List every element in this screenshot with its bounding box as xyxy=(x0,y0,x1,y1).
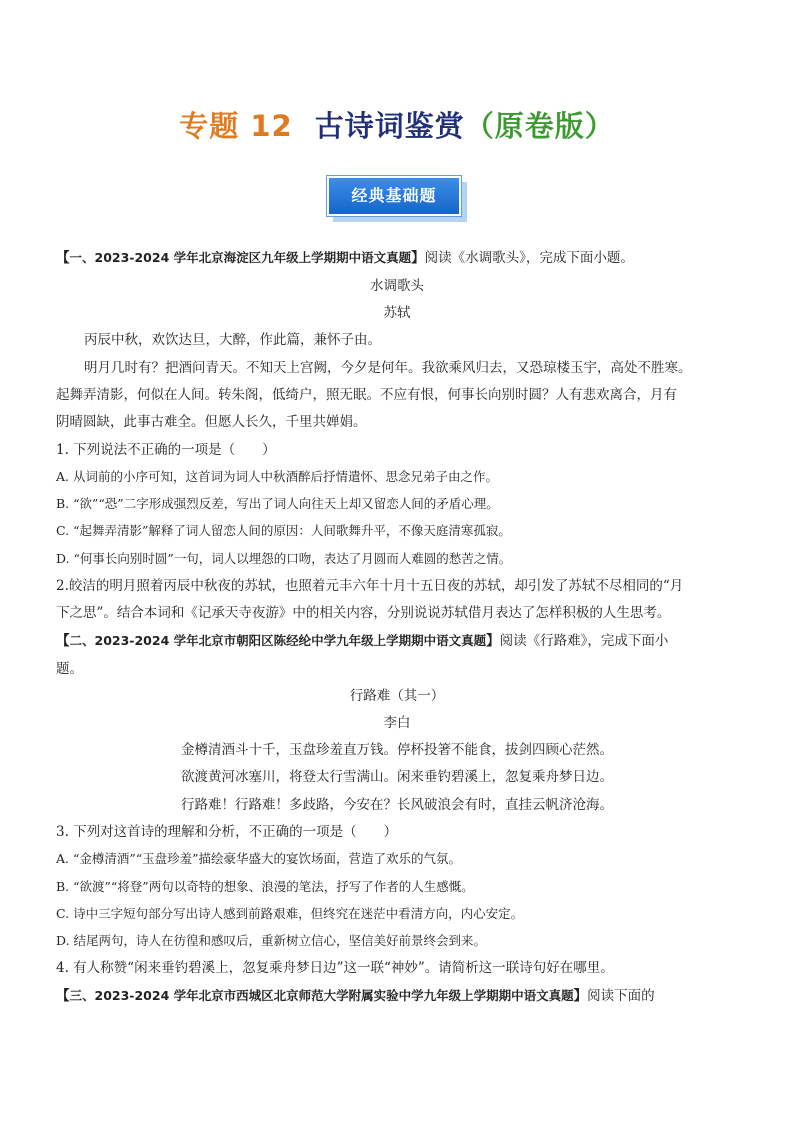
section3-heading xyxy=(56,986,655,1006)
poem2-line3: 行路难！行路难！多歧路，今安在？长风破浪会有时，直挂云帆济沧海。 xyxy=(181,797,613,813)
question-3-option-c: C. 诗中三字短句部分写出诗人感到前路艰难，但终究在迷茫中看清方向，内心安定。 xyxy=(56,906,524,921)
poem1-line3: 阴晴圆缺，此事古难全。但愿人长久，千里共婵娟。 xyxy=(56,414,367,430)
title-part-topic: 专题 12 xyxy=(179,109,293,143)
question-1-option-d: D. “何事长向别时圆”一句，词人以埋怨的口吻，表达了月圆而人难圆的愁苦之情。 xyxy=(56,551,512,566)
poem2-author: 李白 xyxy=(383,715,411,731)
title-part-edition: （原卷版） xyxy=(464,109,615,143)
section2-heading xyxy=(56,631,668,651)
poem1-line2: 起舞弄清影，何似在人间。转朱阁，低绮户，照无眠。不应有恨，何事长向别时圆？人有悲欢离合，月有 xyxy=(56,387,677,403)
section3-source: 三、2023-2024 学年北京市西城区北京师范大学附属实验中学九年级上学期期中语文真题 xyxy=(69,988,574,1003)
question-2-line1: 2.皎洁的明月照着丙辰中秋夜的苏轼，也照着元丰六年十月十五日夜的苏轼，却引发了苏轼不尽相同的“月 xyxy=(56,578,684,594)
section2-heading-continued: 题。 xyxy=(56,661,83,677)
section1-bracket-close: 】 xyxy=(411,250,425,266)
section1-source: 一、2023-2024 学年北京海淀区九年级上学期期中语文真题 xyxy=(69,250,412,265)
question-1-option-b: B. “欲”“恐”二字形成强烈反差，写出了词人向往天上却又留恋人间的矛盾心理。 xyxy=(56,496,499,511)
section2-bracket-close: 】 xyxy=(486,633,500,649)
section1-instruction: 阅读《水调歌头》，完成下面小题。 xyxy=(424,250,634,266)
poem1-preface: 丙辰中秋，欢饮达旦，大醉，作此篇，兼怀子由。 xyxy=(84,332,381,348)
page-title xyxy=(0,104,794,145)
poem2-line1: 金樽清酒斗十千，玉盘珍羞直万钱。停杯投箸不能食，拔剑四顾心茫然。 xyxy=(181,742,613,758)
section3-bracket-open: 【 xyxy=(56,988,70,1004)
question-1-option-a: A. 从词前的小序可知，这首词为词人中秋酒醉后抒情遣怀、思念兄弟子由之作。 xyxy=(56,469,498,484)
question-1-option-c: C. “起舞弄清影”解释了词人留恋人间的原因：人间歌舞升平，不像天庭清寒孤寂。 xyxy=(56,523,511,538)
question-3-option-a: A. “金樽清酒”“玉盘珍羞”描绘豪华盛大的宴饮场面，营造了欢乐的气氛。 xyxy=(56,851,462,866)
question-3: 3. 下列对这首诗的理解和分析，不正确的一项是（ ） xyxy=(56,824,398,840)
question-4: 4. 有人称赞“闲来垂钓碧溪上，忽复乘舟梦日边”这一联“神妙”。请简析这一联诗句好在哪里。 xyxy=(56,960,614,976)
section-badge xyxy=(327,176,467,222)
poem1-line1: 明月几时有？把酒问青天。不知天上宫阙，今夕是何年。我欲乘风归去，又恐琼楼玉宇，高处不胜寒。 xyxy=(84,360,692,376)
poem1-title: 水调歌头 xyxy=(370,278,424,294)
section3-instruction: 阅读下面的 xyxy=(587,988,655,1004)
poem1-author: 苏轼 xyxy=(383,305,411,321)
question-3-option-b: B. “欲渡”“将登”两句以奇特的想象、浪漫的笔法，抒写了作者的人生感慨。 xyxy=(56,879,474,894)
badge-label: 经典基础题 xyxy=(327,176,461,216)
section3-bracket-close: 】 xyxy=(573,988,588,1004)
question-3-option-d: D. 结尾两句，诗人在彷徨和感叹后，重新树立信心，坚信美好前景终会到来。 xyxy=(56,933,487,948)
section2-instruction: 阅读《行路难》，完成下面小 xyxy=(499,633,669,649)
section1-bracket-open: 【 xyxy=(56,250,70,266)
section2-bracket-open: 【 xyxy=(56,633,70,649)
section1-heading xyxy=(56,248,634,268)
poem2-title: 行路难（其一） xyxy=(349,688,445,704)
question-1: 1. 下列说法不正确的一项是（ ） xyxy=(56,442,276,458)
section2-source: 二、2023-2024 学年北京市朝阳区陈经纶中学九年级上学期期中语文真题 xyxy=(69,633,487,648)
poem2-line2: 欲渡黄河冰塞川，将登太行雪满山。闲来垂钓碧溪上，忽复乘舟梦日边。 xyxy=(181,769,613,785)
title-part-subject: 古诗词鉴赏 xyxy=(314,109,465,143)
question-2-line2: 下之思”。结合本词和《记承天寺夜游》中的相关内容，分别说说苏轼借月表达了怎样积极的人生思考。 xyxy=(56,605,671,621)
